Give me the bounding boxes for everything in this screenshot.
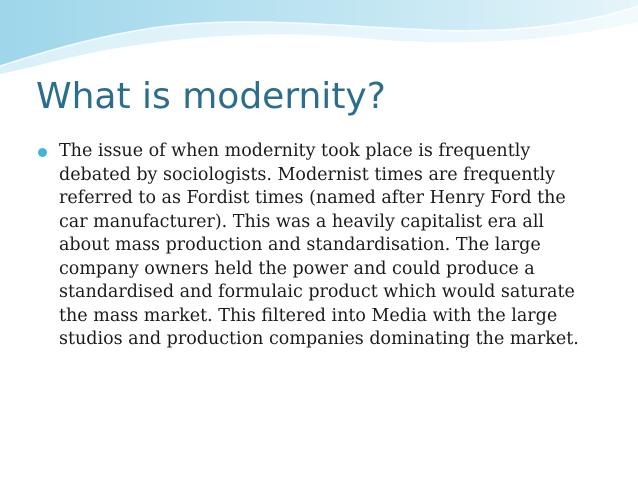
slide-body [38,140,598,352]
bullet-item [38,140,598,352]
bullet-dot-icon [38,148,47,157]
slide-title: What is modernity? [36,76,386,117]
bullet-text: The issue of when modernity took place is frequently debated by sociologists. Modernist times are frequently referred to as Fordist times (named after Henry Ford the car manufacturer). This was a heavily capitalist era all about mass production and standardisation. The large company owners held the power and could produce a standardised and formulaic product which would saturate the mass market. This filtered into Media with the large studios and production companies dominating the market. [59,141,579,349]
header-wave-decoration [0,0,638,80]
